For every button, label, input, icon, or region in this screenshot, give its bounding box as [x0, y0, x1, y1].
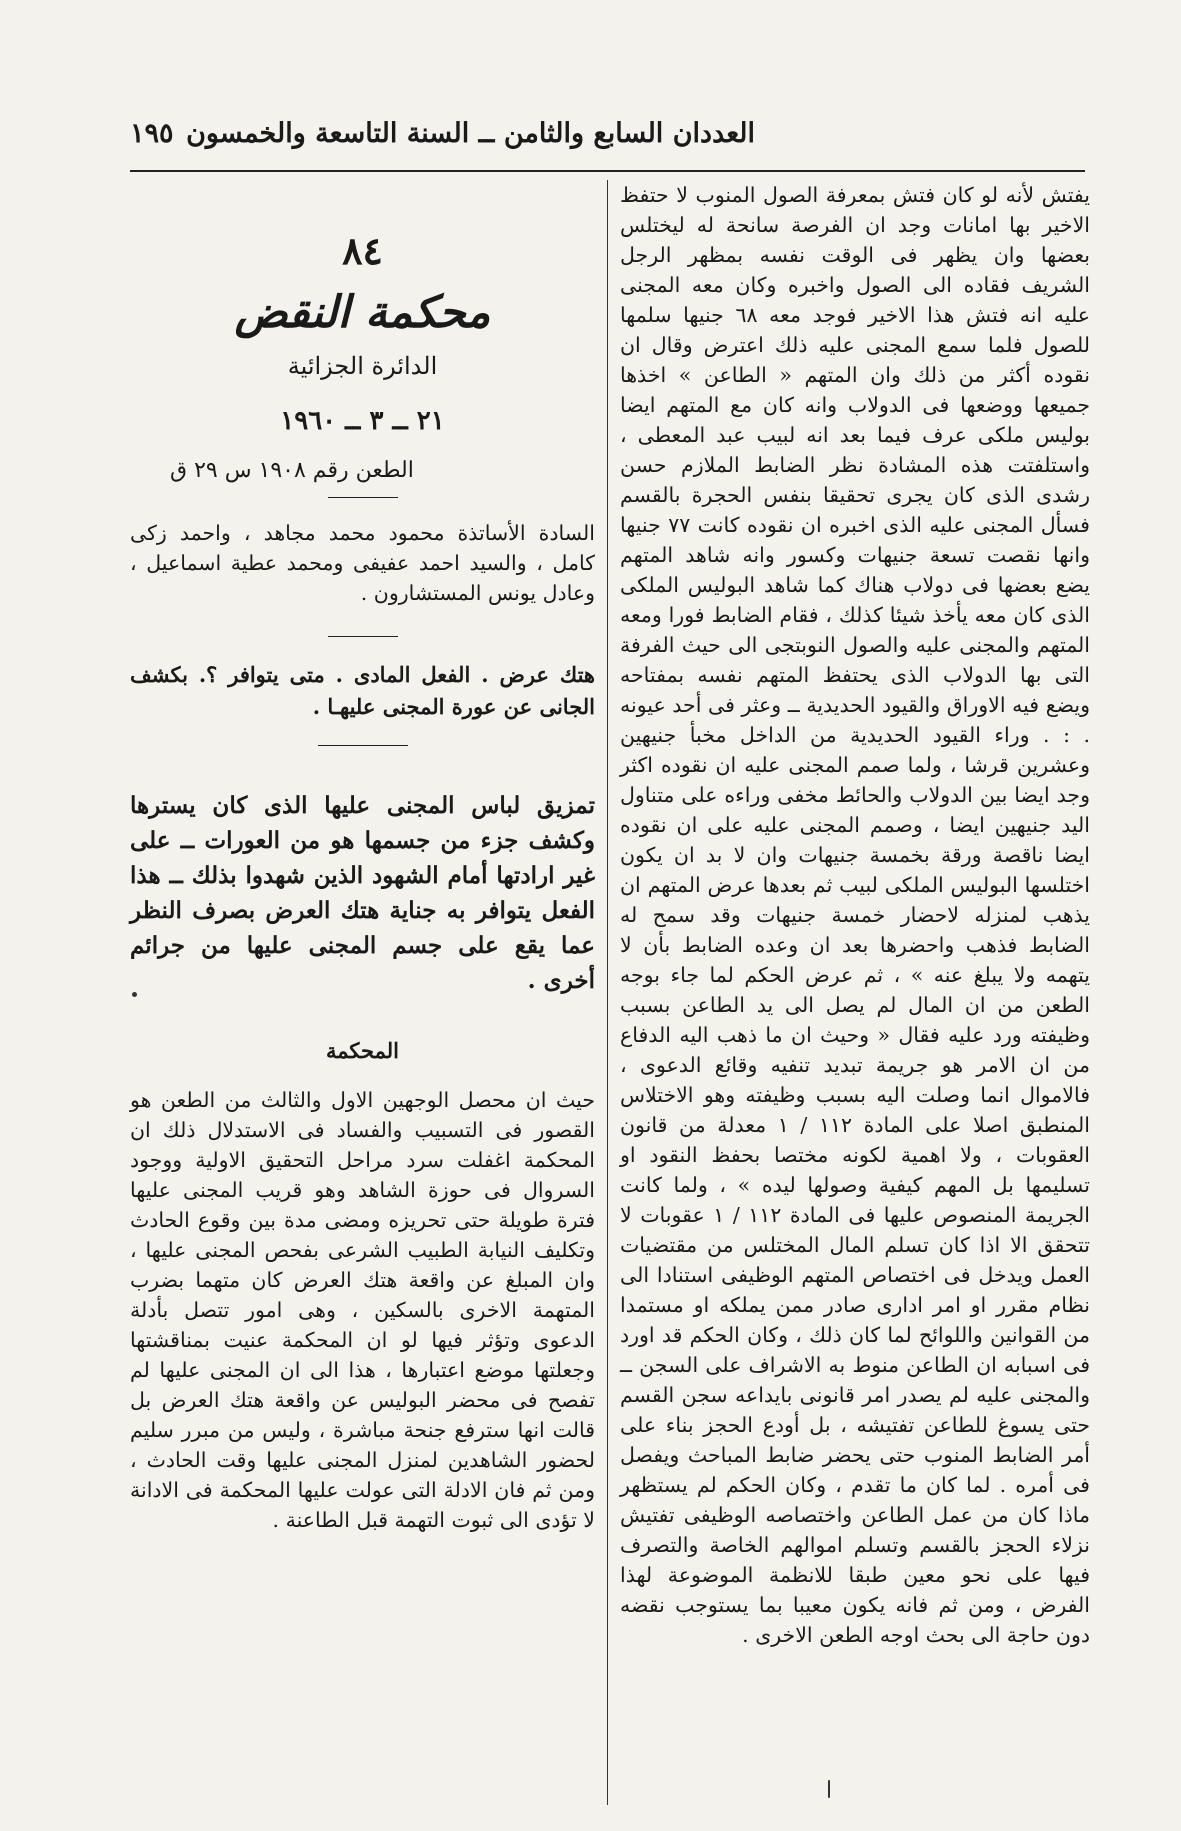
case-number: ٨٤	[342, 228, 383, 273]
right-column	[620, 180, 1090, 1650]
court-name: محكمة النقض	[234, 287, 491, 338]
page-number: ١٩٥	[130, 118, 174, 149]
bench-members: السادة الأساتذة محمود محمد مجاهد ، واحمد زكى كامل ، والسيد احمد عفيفى ومحمد عطية اسماعيل ، وعادل يونس المستشارون .	[130, 521, 595, 605]
syllabus: تمزيق لباس المجنى عليها الذى كان يسترها وكشف جزء من جسمها هو من العورات ــ على غير ارادتها أمام الشهود الذين شهدوا بذلك ــ هذا الفعل يتوافر به جناية هتك العرض بصرف النظر عما يقع على جسم المجنى عليها من جرائم أخرى .	[130, 792, 595, 994]
session-date: ٢١ ــ ٣ ــ ١٩٦٠	[280, 406, 445, 436]
section-heading: المحكمة	[326, 1038, 399, 1063]
page-header	[130, 112, 1085, 166]
running-title: العددان السابع والثامن ــ السنة التاسعة والخمسون	[186, 118, 755, 149]
headnote: هتك عرض . الفعل المادى . متى يتوافر ؟. بكشف الجانى عن عورة المجنى عليهـا .	[130, 662, 595, 719]
column-divider	[607, 180, 608, 1805]
left-body-text: حيث ان محصل الوجهين الاول والثالث من الطعن هو القصور فى التسبيب والفساد فى الاستدلال ذلك ان المحكمة اغفلت سرد مراحل التحقيق الاولية ووجود السروال فى حوزة الشاهد وهو قريب المجنى عليها فترة طويلة حتى تحريزه ومضى مدة بين وقوع الحادث وتكليف النيابة الطبيب الشرعى بفحص المجنى عليها ، وان المبلغ عن واقعة هتك العرض كان متهما بضرب المتهمة الاخرى بالسكين ، وهى امور تتصل بأدلة الدعوى وتؤثر فيها لو ان المحكمة عنيت بمناقشتها وجعلتها موضع اعتبارها ، هذا الى ان المجنى عليها لم تفصح فى محضر البوليس عن واقعة هتك العرض بل قالت انها سترفع جنحة مباشرة ، وليس من مبرر سليم لحضور الشاهدين لمنزل المجنى عليها وقت الحادث ، ومن ثم فان الادلة التى عولت عليها المحكمة فى الادانة لا تؤدى الى ثبوت التهمة قبل الطاعنة .	[130, 1088, 595, 1532]
circuit-name: الدائرة الجزائية	[287, 352, 438, 380]
right-body-text: يفتش لأنه لو كان فتش بمعرفة الصول المنوب لا حتفظ الاخير بها امانات وجد ان الفرصة سانحة له ليختلس بعضها وان يظهر فى الوقت نفسه بمظهر الرجل الشريف فقاده الى الصول واخبره وكان معه المجنى عليه انه فتش هذا الاخير فوجد معه ٦٨ جنيها سلمها للصول فلما سمع المجنى عليه ذلك اعترض وقال ان نقوده أكثر من ذلك وان المتهم « الطاعن » اخذها جميعها ووضعها فى الدولاب وانه كان مع المتهم ايضا بوليس ملكى عرف فيما بعد انه لبيب عبد المعطى ، واستلفتت هذه المشادة نظر الضابط الملازم حسن رشدى الذى كان يجرى تحقيقا بنفس الحجرة بالقسم فسأل المجنى عليه الذى اخبره ان نقوده كانت ٧٧ جنيها وانها نقصت تسعة جنيهات وكسور وانه شاهد المتهم يضع بعضها فى دولاب هناك كما شاهد البوليس الملكى الذى كان معه يأخذ شيئا كذلك ، فقام الضابط فورا ومعه المتهم والمجنى عليه والصول النوبتجى الى حيث الفرفة التى بها الدولاب الذى يحتفظ المتهم نفسه بمفتاحه ويضع فيه الاوراق والقيود الحديدية ــ وعثر فى أحد عيونه . : . وراء القيود الحديدية من الداخل مخبأ جنيهين وعشرين قرشا ، ولما صمم المجنى عليه ان نقوده اكثر وجد ايضا بين الدولاب والحائط مخفى وراءه على متناول اليد جنيهين ايضا ، وصمم المجنى عليه على ان نقوده ايضا ناقصة ورقة بخمسة جنيهات وان لا بد ان يكون اختلسها البوليس الملكى لبيب ثم بعدها عرض المتهم ان يذهب لمنزله لاحضار خمسة جنيهات وقد سمح له الضابط فذهب واحضرها بعد ان وعده الضابط بأن لا يتهمه ولا يبلغ عنه » ، ثم عرض الحكم لما جاء بوجه الطعن من ان المال لم يصل الى يد الطاعن بسبب وظيفته ورد عليه فقال « وحيث ان ما ذهب اليه الدفاع من ان الامر هو جريمة تبديد تنفيه وقائع الدعوى ، فالاموال انما وصلت اليه بسبب وظيفته وهو الاختلاس المنطبق اصلا على المادة ١١٢ / ١ معدلة من قانون العقوبات ، ولا اهمية لكونه مختصا بحفظ النقود او تسليمها بل المهم كيفية وصولها ليده » ، ولما كانت الجريمة المنصوص عليها فى المادة ١١٢ / ١ عقوبات لا تتحقق الا اذا كان تسلم المال المختلس من مقتضيات العمل ويدخل فى اختصاص المتهم الوظيفى استنادا الى نظام مقرر او امر ادارى صادر ممن يملكه او مستمدا من القوانين واللوائح لما كان ذلك ، وكان الحكم قد اورد فى اسبابه ان الطاعن منوط به الاشراف على السجن ــ والمجنى عليه لم يصدر امر قانونى بايداعه سجن القسم حتى يسوغ للطاعن تفتيشه ، بل أودع الحجز بناء على أمر الضابط المنوب حتى يحضر ضابط المباحث ويفصل فى أمره . لما كان ما تقدم ، وكان الحكم لم يستظهر ماذا كان من عمل الطاعن واختصاصه الوظيفى تفتيش نزلاء الحجز بالقسم وتسلم اموالهم الخاصة والتصرف فيها على نحو معين طبقا للانظمة الموضوعة لهذا الفرض ، ومن ثم فانه يكون معيبا بما يستوجب نقضه دون حاجة الى بحث اوجه الطعن الاخرى .	[620, 183, 1090, 1647]
ink-speck	[828, 1780, 830, 1798]
appeal-number: الطعن رقم ١٩٠٨ س ٢٩ ق	[170, 458, 414, 483]
separator-rule	[328, 497, 398, 498]
left-column	[130, 228, 595, 1535]
ink-speck	[132, 992, 137, 997]
separator-rule	[318, 745, 408, 746]
separator-rule	[328, 636, 398, 637]
header-rule	[130, 170, 1085, 172]
